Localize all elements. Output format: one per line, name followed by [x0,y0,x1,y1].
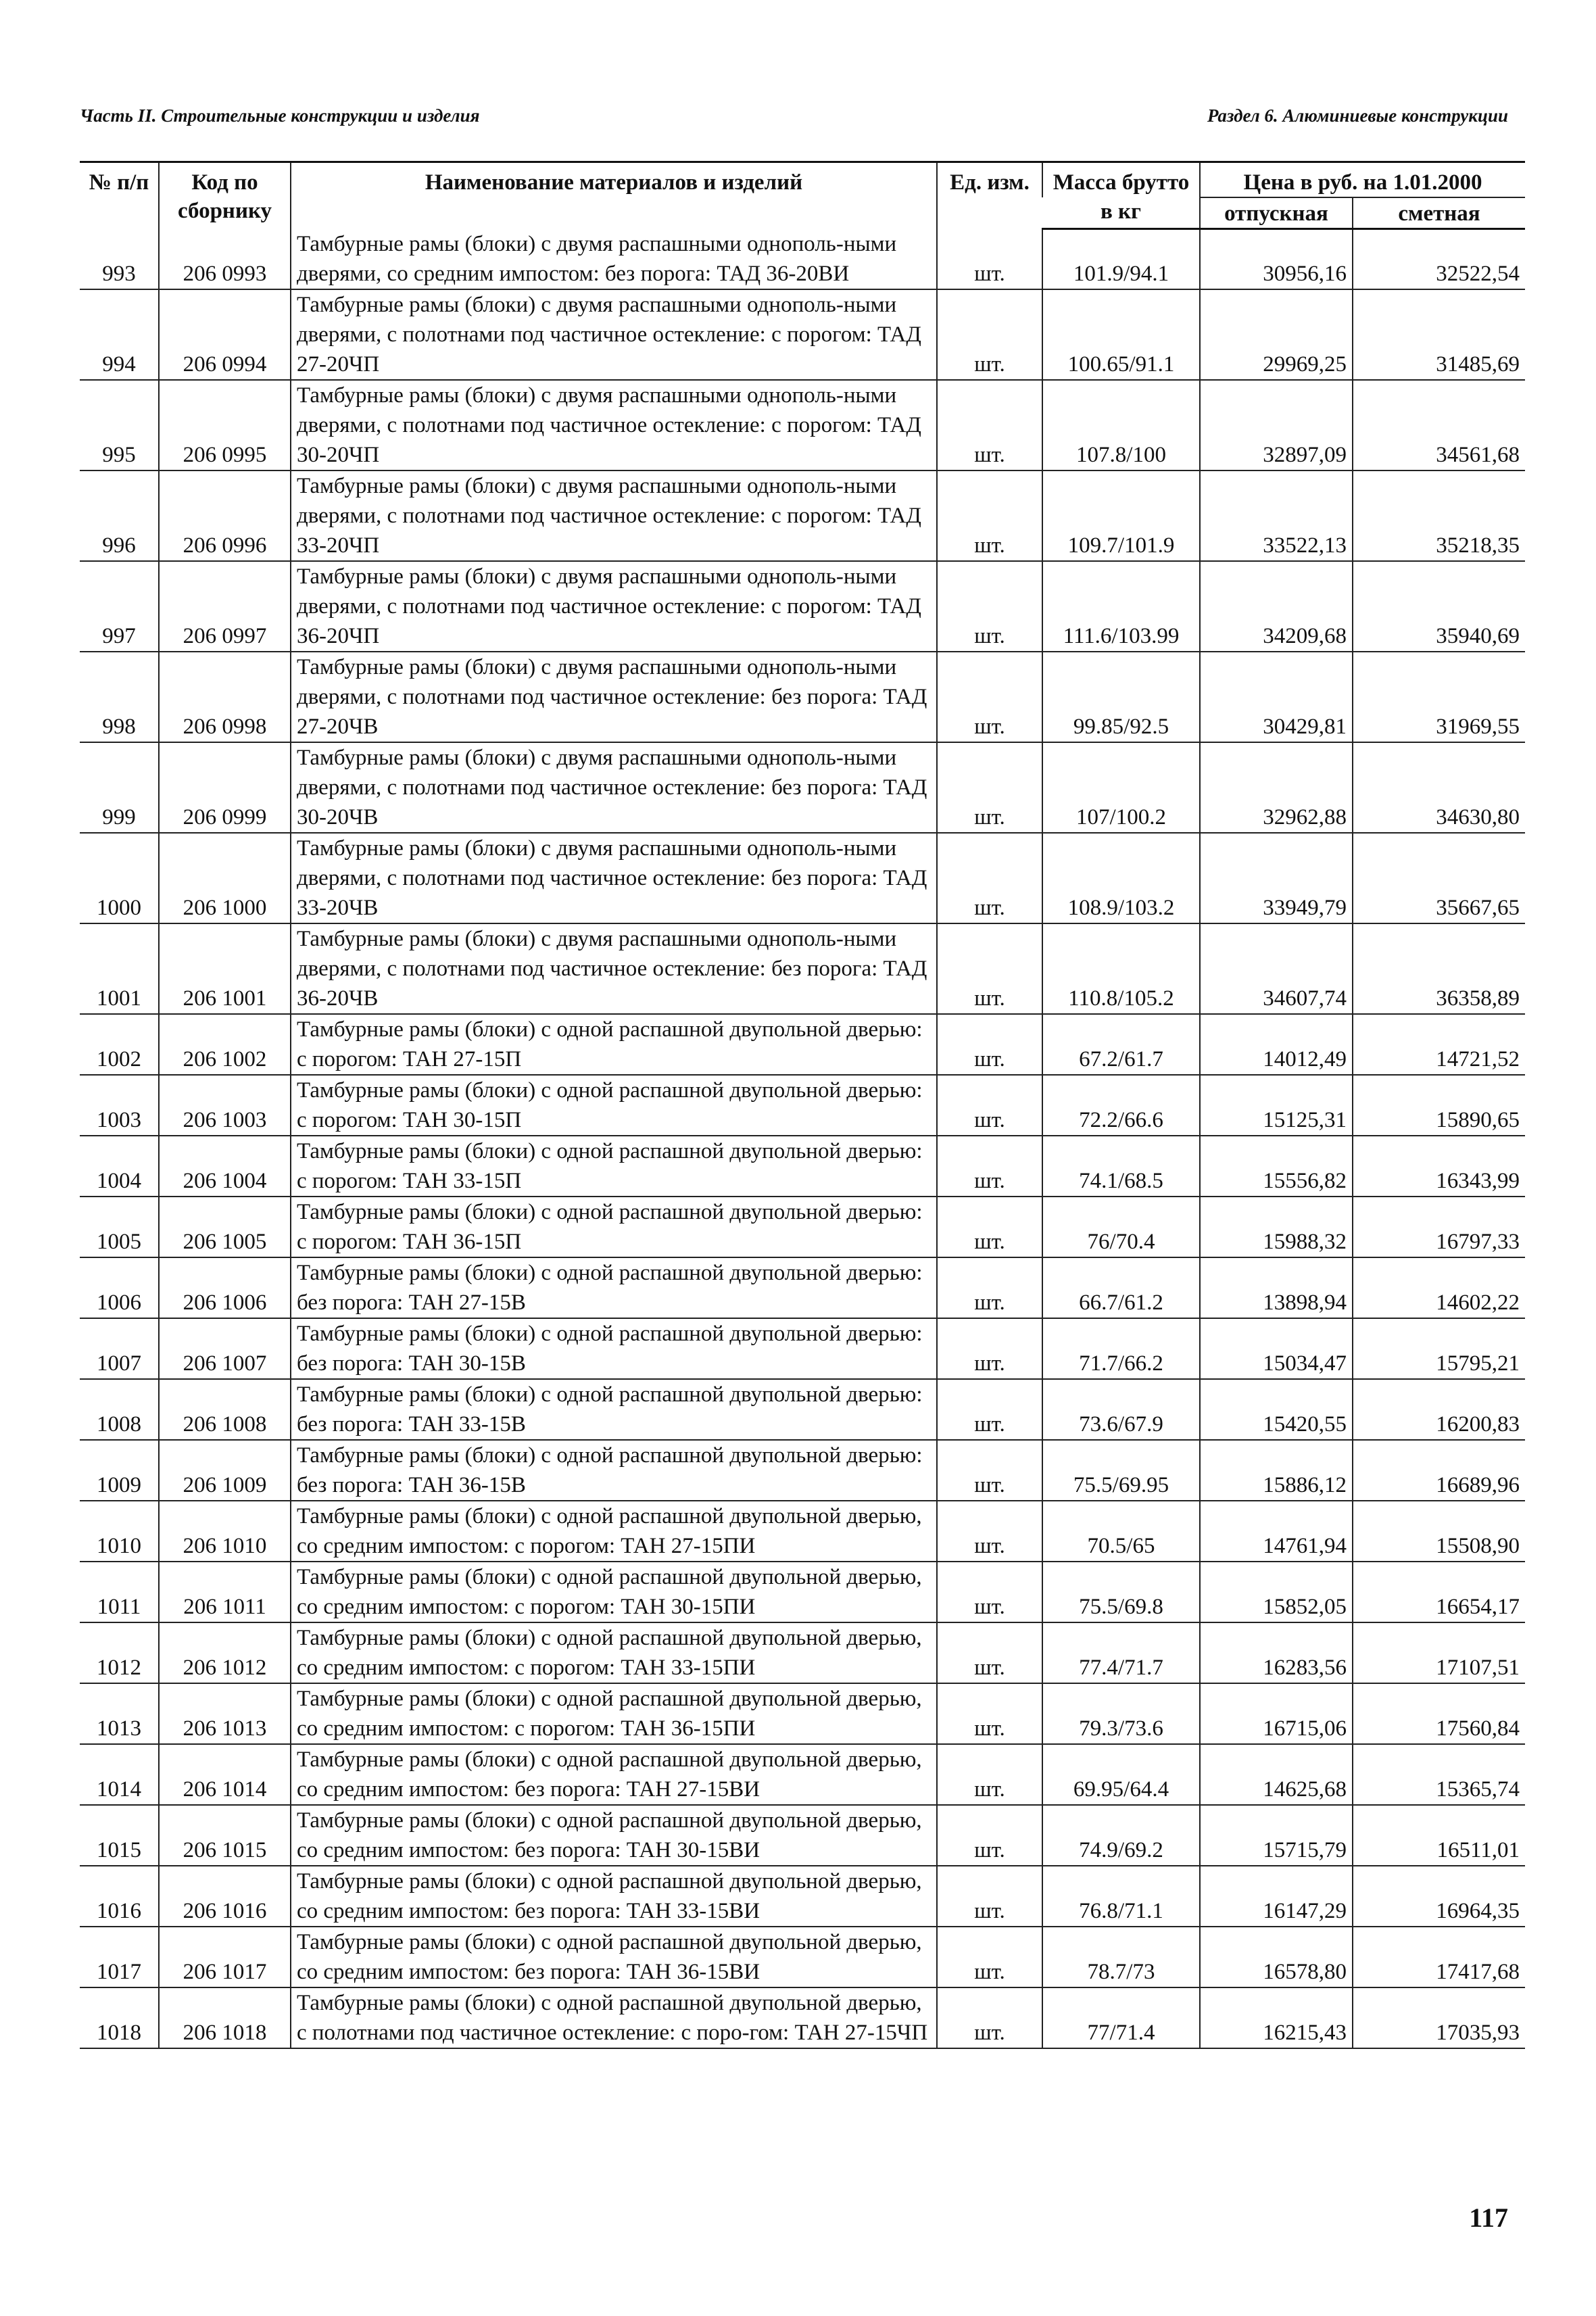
page-number: 117 [1469,2202,1508,2233]
row-number: 1000 [80,833,159,923]
row-number: 994 [80,289,159,380]
table-row [80,742,1525,833]
row-name: Тамбурные рамы (блоки) с двумя распашными однополь-ными дверями, с полотнами под частичное остекление: без порога: ТАД 36-20ЧВ [291,923,937,1014]
table-row [80,1379,1525,1440]
row-number: 1003 [80,1075,159,1136]
row-unit: шт. [937,289,1042,380]
row-price-estimate: 35940,69 [1353,561,1525,652]
row-name: Тамбурные рамы (блоки) с одной распашной двупольной дверью: без порога: ТАН 27-15В [291,1257,937,1318]
row-code: 206 1017 [159,1927,291,1987]
row-number: 1001 [80,923,159,1014]
row-name: Тамбурные рамы (блоки) с одной распашной двупольной дверью: без порога: ТАН 36-15В [291,1440,937,1501]
row-code: 206 0999 [159,742,291,833]
row-code: 206 1006 [159,1257,291,1318]
row-name: Тамбурные рамы (блоки) с двумя распашными однополь-ными дверями, с полотнами под частичное остекление: с порогом: ТАД 33-20ЧП [291,471,937,561]
row-price-release: 16578,80 [1200,1927,1353,1987]
table-row [80,1562,1525,1622]
row-unit: шт. [937,1197,1042,1257]
row-number: 1016 [80,1866,159,1927]
row-code: 206 0996 [159,471,291,561]
table-row [80,1744,1525,1805]
row-number: 1008 [80,1379,159,1440]
row-mass: 74.9/69.2 [1042,1805,1200,1866]
row-price-release: 15556,82 [1200,1136,1353,1197]
row-number: 1013 [80,1683,159,1744]
row-price-release: 15420,55 [1200,1379,1353,1440]
col-header-mass: Масса брутто [1042,162,1200,198]
row-mass: 108.9/103.2 [1042,833,1200,923]
table-row [80,1136,1525,1197]
row-mass: 76.8/71.1 [1042,1866,1200,1927]
row-price-estimate: 17417,68 [1353,1927,1525,1987]
row-price-estimate: 14602,22 [1353,1257,1525,1318]
row-code: 206 1015 [159,1805,291,1866]
row-price-estimate: 36358,89 [1353,923,1525,1014]
row-price-estimate: 16654,17 [1353,1562,1525,1622]
row-number: 1017 [80,1927,159,1987]
row-mass: 109.7/101.9 [1042,471,1200,561]
table-row [80,1987,1525,2048]
row-price-release: 16715,06 [1200,1683,1353,1744]
row-number: 1012 [80,1622,159,1683]
row-name: Тамбурные рамы (блоки) с одной распашной двупольной дверью: с порогом: ТАН 33-15П [291,1136,937,1197]
row-mass: 73.6/67.9 [1042,1379,1200,1440]
row-number: 1002 [80,1014,159,1075]
row-number: 993 [80,229,159,289]
row-number: 996 [80,471,159,561]
table-row [80,1440,1525,1501]
row-code: 206 1018 [159,1987,291,2048]
row-mass: 71.7/66.2 [1042,1318,1200,1379]
row-price-release: 29969,25 [1200,289,1353,380]
row-name: Тамбурные рамы (блоки) с двумя распашными однополь-ными дверями, с полотнами под частичное остекление: без порога: ТАД 27-20ЧВ [291,652,937,742]
row-price-estimate: 15365,74 [1353,1744,1525,1805]
row-mass: 76/70.4 [1042,1197,1200,1257]
row-price-release: 15988,32 [1200,1197,1353,1257]
row-name: Тамбурные рамы (блоки) с одной распашной двупольной дверью: без порога: ТАН 33-15В [291,1379,937,1440]
row-number: 1010 [80,1501,159,1562]
row-price-estimate: 31969,55 [1353,652,1525,742]
row-number: 1018 [80,1987,159,2048]
table-row [80,1622,1525,1683]
row-number: 1004 [80,1136,159,1197]
row-code: 206 0993 [159,229,291,289]
row-price-estimate: 17560,84 [1353,1683,1525,1744]
row-price-release: 13898,94 [1200,1257,1353,1318]
row-name: Тамбурные рамы (блоки) с одной распашной двупольной дверью, со средним импостом: с порогом: ТАН 27-15ПИ [291,1501,937,1562]
row-unit: шт. [937,1744,1042,1805]
table-row [80,1927,1525,1987]
row-name: Тамбурные рамы (блоки) с одной распашной двупольной дверью, со средним импостом: с порогом: ТАН 33-15ПИ [291,1622,937,1683]
table-row [80,1683,1525,1744]
table-row [80,923,1525,1014]
row-unit: шт. [937,1562,1042,1622]
row-price-release: 34209,68 [1200,561,1353,652]
section-title: Раздел 6. Алюминиевые конструкции [1207,105,1508,126]
row-price-estimate: 17107,51 [1353,1622,1525,1683]
row-name: Тамбурные рамы (блоки) с одной распашной двупольной дверью, со средним импостом: с порогом: ТАН 36-15ПИ [291,1683,937,1744]
row-unit: шт. [937,742,1042,833]
row-price-estimate: 31485,69 [1353,289,1525,380]
row-price-estimate: 16200,83 [1353,1379,1525,1440]
col-header-code: Код по сборнику [159,162,291,229]
table-row [80,1014,1525,1075]
row-unit: шт. [937,1136,1042,1197]
row-mass: 66.7/61.2 [1042,1257,1200,1318]
row-unit: шт. [937,380,1042,471]
table-row [80,1257,1525,1318]
row-price-release: 16215,43 [1200,1987,1353,2048]
row-price-release: 15034,47 [1200,1318,1353,1379]
row-price-release: 15852,05 [1200,1562,1353,1622]
row-code: 206 1009 [159,1440,291,1501]
row-number: 995 [80,380,159,471]
table-row [80,1805,1525,1866]
table-row [80,380,1525,471]
row-price-estimate: 14721,52 [1353,1014,1525,1075]
row-unit: шт. [937,561,1042,652]
row-price-release: 34607,74 [1200,923,1353,1014]
row-price-release: 14625,68 [1200,1744,1353,1805]
col-header-price-estimate: сметная [1353,197,1525,229]
row-name: Тамбурные рамы (блоки) с одной распашной двупольной дверью: без порога: ТАН 30-15В [291,1318,937,1379]
row-price-estimate: 15795,21 [1353,1318,1525,1379]
row-mass: 77/71.4 [1042,1987,1200,2048]
row-price-release: 15886,12 [1200,1440,1353,1501]
row-code: 206 1007 [159,1318,291,1379]
row-name: Тамбурные рамы (блоки) с двумя распашными однополь-ными дверями, с полотнами под частичное остекление: с порогом: ТАД 30-20ЧП [291,380,937,471]
row-number: 1009 [80,1440,159,1501]
row-unit: шт. [937,1622,1042,1683]
row-name: Тамбурные рамы (блоки) с одной распашной двупольной дверью: с порогом: ТАН 27-15П [291,1014,937,1075]
row-unit: шт. [937,1440,1042,1501]
row-mass: 70.5/65 [1042,1501,1200,1562]
row-price-release: 30429,81 [1200,652,1353,742]
row-code: 206 1004 [159,1136,291,1197]
row-unit: шт. [937,652,1042,742]
row-mass: 110.8/105.2 [1042,923,1200,1014]
row-unit: шт. [937,1683,1042,1744]
row-mass: 78.7/73 [1042,1927,1200,1987]
row-price-estimate: 34630,80 [1353,742,1525,833]
row-unit: шт. [937,1075,1042,1136]
row-number: 1005 [80,1197,159,1257]
row-mass: 75.5/69.95 [1042,1440,1200,1501]
row-unit: шт. [937,1927,1042,1987]
row-unit: шт. [937,1501,1042,1562]
part-title: Часть II. Строительные конструкции и изделия [80,105,480,126]
row-number: 998 [80,652,159,742]
row-mass: 107/100.2 [1042,742,1200,833]
row-mass: 101.9/94.1 [1042,229,1200,289]
table-row [80,289,1525,380]
row-price-estimate: 16797,33 [1353,1197,1525,1257]
row-price-estimate: 16511,01 [1353,1805,1525,1866]
row-name: Тамбурные рамы (блоки) с двумя распашными однополь-ными дверями, с полотнами под частичное остекление: без порога: ТАД 33-20ЧВ [291,833,937,923]
row-price-estimate: 16964,35 [1353,1866,1525,1927]
row-mass: 111.6/103.99 [1042,561,1200,652]
row-name: Тамбурные рамы (блоки) с двумя распашными однополь-ными дверями, с полотнами под частичное остекление: без порога: ТАД 30-20ЧВ [291,742,937,833]
col-header-name: Наименование материалов и изделий [291,162,937,229]
row-code: 206 1016 [159,1866,291,1927]
row-price-release: 33949,79 [1200,833,1353,923]
row-price-estimate: 35218,35 [1353,471,1525,561]
row-price-estimate: 15890,65 [1353,1075,1525,1136]
table-row [80,652,1525,742]
row-unit: шт. [937,1379,1042,1440]
table-row [80,1075,1525,1136]
row-unit: шт. [937,833,1042,923]
row-code: 206 1011 [159,1562,291,1622]
row-unit: шт. [937,1014,1042,1075]
row-unit: шт. [937,471,1042,561]
table-row [80,833,1525,923]
row-name: Тамбурные рамы (блоки) с одной распашной двупольной дверью: с порогом: ТАН 36-15П [291,1197,937,1257]
row-code: 206 1001 [159,923,291,1014]
running-header [80,105,1508,126]
row-name: Тамбурные рамы (блоки) с двумя распашными однополь-ными дверями, со средним импостом: без порога: ТАД 36-20ВИ [291,229,937,289]
table-row [80,561,1525,652]
row-name: Тамбурные рамы (блоки) с одной распашной двупольной дверью, со средним импостом: без порога: ТАН 27-15ВИ [291,1744,937,1805]
row-code: 206 0997 [159,561,291,652]
row-code: 206 0998 [159,652,291,742]
row-number: 1007 [80,1318,159,1379]
row-mass: 99.85/92.5 [1042,652,1200,742]
row-name: Тамбурные рамы (блоки) с одной распашной двупольной дверью, с полотнами под частичное остекление: с поро-гом: ТАН 27-15ЧП [291,1987,937,2048]
row-price-release: 32962,88 [1200,742,1353,833]
row-mass: 107.8/100 [1042,380,1200,471]
row-price-estimate: 16689,96 [1353,1440,1525,1501]
row-price-release: 16147,29 [1200,1866,1353,1927]
row-name: Тамбурные рамы (блоки) с одной распашной двупольной дверью: с порогом: ТАН 30-15П [291,1075,937,1136]
table-row [80,1318,1525,1379]
row-code: 206 1008 [159,1379,291,1440]
row-price-release: 32897,09 [1200,380,1353,471]
row-unit: шт. [937,1318,1042,1379]
row-code: 206 1002 [159,1014,291,1075]
row-price-release: 14012,49 [1200,1014,1353,1075]
row-number: 997 [80,561,159,652]
row-mass: 67.2/61.7 [1042,1014,1200,1075]
row-mass: 77.4/71.7 [1042,1622,1200,1683]
row-unit: шт. [937,1805,1042,1866]
row-code: 206 1010 [159,1501,291,1562]
col-header-mass-unit: в кг [1042,197,1200,229]
row-name: Тамбурные рамы (блоки) с одной распашной двупольной дверью, со средним импостом: без порога: ТАН 36-15ВИ [291,1927,937,1987]
row-price-release: 30956,16 [1200,229,1353,289]
row-price-estimate: 35667,65 [1353,833,1525,923]
row-code: 206 1000 [159,833,291,923]
col-header-num: № п/п [80,162,159,229]
table-row [80,1501,1525,1562]
row-unit: шт. [937,229,1042,289]
row-number: 1014 [80,1744,159,1805]
row-price-release: 15125,31 [1200,1075,1353,1136]
table-row [80,1197,1525,1257]
row-number: 999 [80,742,159,833]
row-code: 206 1012 [159,1622,291,1683]
row-price-estimate: 34561,68 [1353,380,1525,471]
row-code: 206 0995 [159,380,291,471]
row-price-estimate: 32522,54 [1353,229,1525,289]
row-price-release: 15715,79 [1200,1805,1353,1866]
row-unit: шт. [937,923,1042,1014]
row-name: Тамбурные рамы (блоки) с одной распашной двупольной дверью, со средним импостом: с порогом: ТАН 30-15ПИ [291,1562,937,1622]
row-code: 206 1003 [159,1075,291,1136]
row-unit: шт. [937,1987,1042,2048]
row-code: 206 0994 [159,289,291,380]
row-price-estimate: 17035,93 [1353,1987,1525,2048]
row-name: Тамбурные рамы (блоки) с одной распашной двупольной дверью, со средним импостом: без порога: ТАН 30-15ВИ [291,1805,937,1866]
col-header-price-release: отпускная [1200,197,1353,229]
row-price-release: 14761,94 [1200,1501,1353,1562]
row-mass: 100.65/91.1 [1042,289,1200,380]
table-row [80,471,1525,561]
table-row [80,1866,1525,1927]
row-price-estimate: 16343,99 [1353,1136,1525,1197]
table-body [80,229,1525,2048]
row-code: 206 1005 [159,1197,291,1257]
price-table [80,161,1525,2049]
row-price-estimate: 15508,90 [1353,1501,1525,1562]
row-mass: 69.95/64.4 [1042,1744,1200,1805]
row-unit: шт. [937,1257,1042,1318]
row-code: 206 1014 [159,1744,291,1805]
row-mass: 72.2/66.6 [1042,1075,1200,1136]
row-name: Тамбурные рамы (блоки) с одной распашной двупольной дверью, со средним импостом: без порога: ТАН 33-15ВИ [291,1866,937,1927]
row-mass: 75.5/69.8 [1042,1562,1200,1622]
row-price-release: 33522,13 [1200,471,1353,561]
row-price-release: 16283,56 [1200,1622,1353,1683]
row-mass: 79.3/73.6 [1042,1683,1200,1744]
row-number: 1006 [80,1257,159,1318]
row-name: Тамбурные рамы (блоки) с двумя распашными однополь-ными дверями, с полотнами под частичное остекление: с порогом: ТАД 27-20ЧП [291,289,937,380]
row-mass: 74.1/68.5 [1042,1136,1200,1197]
col-header-unit: Ед. изм. [937,162,1042,229]
row-unit: шт. [937,1866,1042,1927]
table-row [80,229,1525,289]
table-header [80,162,1525,229]
row-number: 1011 [80,1562,159,1622]
row-name: Тамбурные рамы (блоки) с двумя распашными однополь-ными дверями, с полотнами под частичное остекление: с порогом: ТАД 36-20ЧП [291,561,937,652]
row-code: 206 1013 [159,1683,291,1744]
col-header-price: Цена в руб. на 1.01.2000 [1200,162,1525,198]
row-number: 1015 [80,1805,159,1866]
